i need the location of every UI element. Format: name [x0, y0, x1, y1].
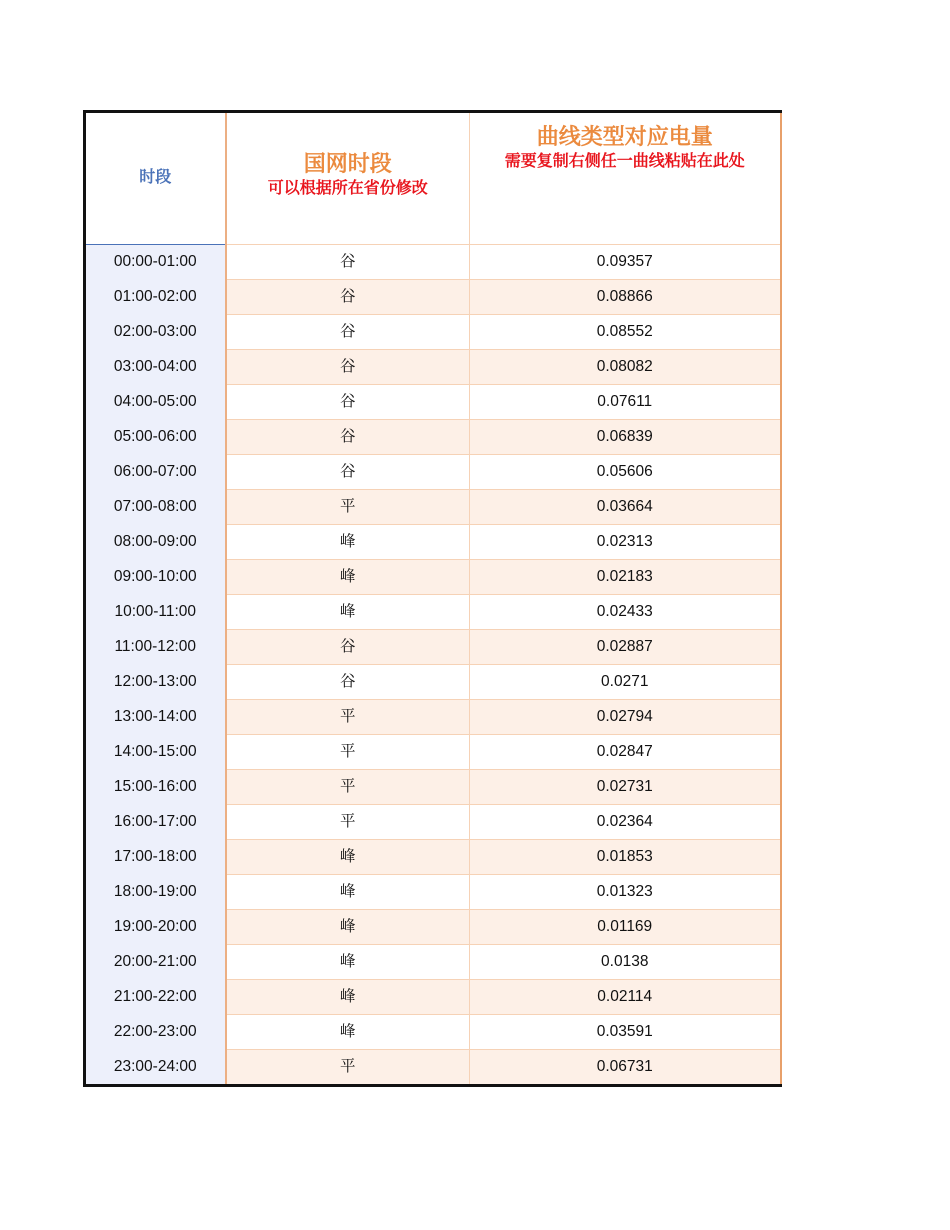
- grid-period-cell[interactable]: 谷: [226, 420, 470, 455]
- grid-period-cell[interactable]: 谷: [226, 280, 470, 315]
- energy-value-cell[interactable]: 0.02313: [470, 525, 781, 560]
- grid-period-cell[interactable]: 峰: [226, 875, 470, 910]
- table-body: [85, 245, 781, 1086]
- header-row: [85, 112, 781, 245]
- table-row: [85, 875, 781, 910]
- table-row: [85, 490, 781, 525]
- time-slot-cell[interactable]: 10:00-11:00: [85, 595, 226, 630]
- energy-value-cell[interactable]: 0.08866: [470, 280, 781, 315]
- energy-value-cell[interactable]: 0.02114: [470, 980, 781, 1015]
- table-row: [85, 630, 781, 665]
- time-slot-cell[interactable]: 02:00-03:00: [85, 315, 226, 350]
- energy-value-cell[interactable]: 0.06839: [470, 420, 781, 455]
- energy-value-cell[interactable]: 0.0271: [470, 665, 781, 700]
- grid-period-cell[interactable]: 平: [226, 770, 470, 805]
- time-slot-cell[interactable]: 16:00-17:00: [85, 805, 226, 840]
- time-slot-cell[interactable]: 18:00-19:00: [85, 875, 226, 910]
- table-row: [85, 1050, 781, 1086]
- energy-value-cell[interactable]: 0.01853: [470, 840, 781, 875]
- time-slot-cell[interactable]: 04:00-05:00: [85, 385, 226, 420]
- table-row: [85, 805, 781, 840]
- grid-period-cell[interactable]: 平: [226, 805, 470, 840]
- grid-period-cell[interactable]: 谷: [226, 385, 470, 420]
- header-grid-period-title: 国网时段: [303, 150, 392, 176]
- energy-value-cell[interactable]: 0.07611: [470, 385, 781, 420]
- grid-period-cell[interactable]: 谷: [226, 315, 470, 350]
- energy-value-cell[interactable]: 0.02887: [470, 630, 781, 665]
- tou-electricity-table: [83, 110, 782, 1087]
- time-slot-cell[interactable]: 13:00-14:00: [85, 700, 226, 735]
- grid-period-cell[interactable]: 峰: [226, 525, 470, 560]
- table-row: [85, 245, 781, 280]
- table-row: [85, 980, 781, 1015]
- time-slot-cell[interactable]: 21:00-22:00: [85, 980, 226, 1015]
- energy-value-cell[interactable]: 0.09357: [470, 245, 781, 280]
- time-slot-cell[interactable]: 03:00-04:00: [85, 350, 226, 385]
- header-grid-period-note: 可以根据所在省份修改: [267, 179, 428, 197]
- header-grid-period[interactable]: [226, 112, 470, 245]
- time-slot-cell[interactable]: 12:00-13:00: [85, 665, 226, 700]
- header-time-slot[interactable]: [85, 112, 226, 245]
- table-row: [85, 560, 781, 595]
- table-row: [85, 280, 781, 315]
- table-row: [85, 665, 781, 700]
- energy-value-cell[interactable]: 0.01169: [470, 910, 781, 945]
- header-time-slot-title: 时段: [139, 169, 172, 186]
- table-row: [85, 420, 781, 455]
- time-slot-cell[interactable]: 00:00-01:00: [85, 245, 226, 280]
- grid-period-cell[interactable]: 峰: [226, 910, 470, 945]
- grid-period-cell[interactable]: 平: [226, 700, 470, 735]
- table-row: [85, 840, 781, 875]
- grid-period-cell[interactable]: 平: [226, 1050, 470, 1086]
- time-slot-cell[interactable]: 06:00-07:00: [85, 455, 226, 490]
- energy-value-cell[interactable]: 0.02183: [470, 560, 781, 595]
- energy-value-cell[interactable]: 0.0138: [470, 945, 781, 980]
- grid-period-cell[interactable]: 峰: [226, 595, 470, 630]
- table-row: [85, 770, 781, 805]
- energy-value-cell[interactable]: 0.08552: [470, 315, 781, 350]
- grid-period-cell[interactable]: 谷: [226, 350, 470, 385]
- table-row: [85, 455, 781, 490]
- grid-period-cell[interactable]: 峰: [226, 1015, 470, 1050]
- table-row: [85, 945, 781, 980]
- time-slot-cell[interactable]: 20:00-21:00: [85, 945, 226, 980]
- grid-period-cell[interactable]: 平: [226, 490, 470, 525]
- energy-value-cell[interactable]: 0.02794: [470, 700, 781, 735]
- header-curve-energy[interactable]: [470, 112, 781, 245]
- grid-period-cell[interactable]: 谷: [226, 665, 470, 700]
- time-slot-cell[interactable]: 22:00-23:00: [85, 1015, 226, 1050]
- table-row: [85, 350, 781, 385]
- energy-value-cell[interactable]: 0.02731: [470, 770, 781, 805]
- time-slot-cell[interactable]: 07:00-08:00: [85, 490, 226, 525]
- energy-value-cell[interactable]: 0.02847: [470, 735, 781, 770]
- time-slot-cell[interactable]: 19:00-20:00: [85, 910, 226, 945]
- grid-period-cell[interactable]: 峰: [226, 945, 470, 980]
- grid-period-cell[interactable]: 峰: [226, 980, 470, 1015]
- time-slot-cell[interactable]: 09:00-10:00: [85, 560, 226, 595]
- table-row: [85, 910, 781, 945]
- grid-period-cell[interactable]: 谷: [226, 455, 470, 490]
- time-slot-cell[interactable]: 08:00-09:00: [85, 525, 226, 560]
- grid-period-cell[interactable]: 谷: [226, 630, 470, 665]
- table-row: [85, 315, 781, 350]
- table-row: [85, 735, 781, 770]
- table-row: [85, 525, 781, 560]
- table-row: [85, 700, 781, 735]
- table-row: [85, 595, 781, 630]
- grid-period-cell[interactable]: 谷: [226, 245, 470, 280]
- grid-period-cell[interactable]: 峰: [226, 840, 470, 875]
- time-slot-cell[interactable]: 23:00-24:00: [85, 1050, 226, 1086]
- grid-period-cell[interactable]: 平: [226, 735, 470, 770]
- header-curve-energy-title: 曲线类型对应电量: [536, 124, 713, 149]
- header-curve-energy-note: 需要复制右侧任一曲线粘贴在此处: [504, 153, 745, 170]
- energy-value-cell[interactable]: 0.06731: [470, 1050, 781, 1086]
- grid-period-cell[interactable]: 峰: [226, 560, 470, 595]
- time-slot-cell[interactable]: 01:00-02:00: [85, 280, 226, 315]
- energy-value-cell[interactable]: 0.01323: [470, 875, 781, 910]
- energy-value-cell[interactable]: 0.02364: [470, 805, 781, 840]
- energy-value-cell[interactable]: 0.05606: [470, 455, 781, 490]
- table-row: [85, 385, 781, 420]
- time-slot-cell[interactable]: 15:00-16:00: [85, 770, 226, 805]
- time-slot-cell[interactable]: 14:00-15:00: [85, 735, 226, 770]
- energy-value-cell[interactable]: 0.02433: [470, 595, 781, 630]
- time-slot-cell[interactable]: 05:00-06:00: [85, 420, 226, 455]
- energy-value-cell[interactable]: 0.03664: [470, 490, 781, 525]
- energy-value-cell[interactable]: 0.03591: [470, 1015, 781, 1050]
- table-row: [85, 1015, 781, 1050]
- energy-value-cell[interactable]: 0.08082: [470, 350, 781, 385]
- time-slot-cell[interactable]: 17:00-18:00: [85, 840, 226, 875]
- time-slot-cell[interactable]: 11:00-12:00: [85, 630, 226, 665]
